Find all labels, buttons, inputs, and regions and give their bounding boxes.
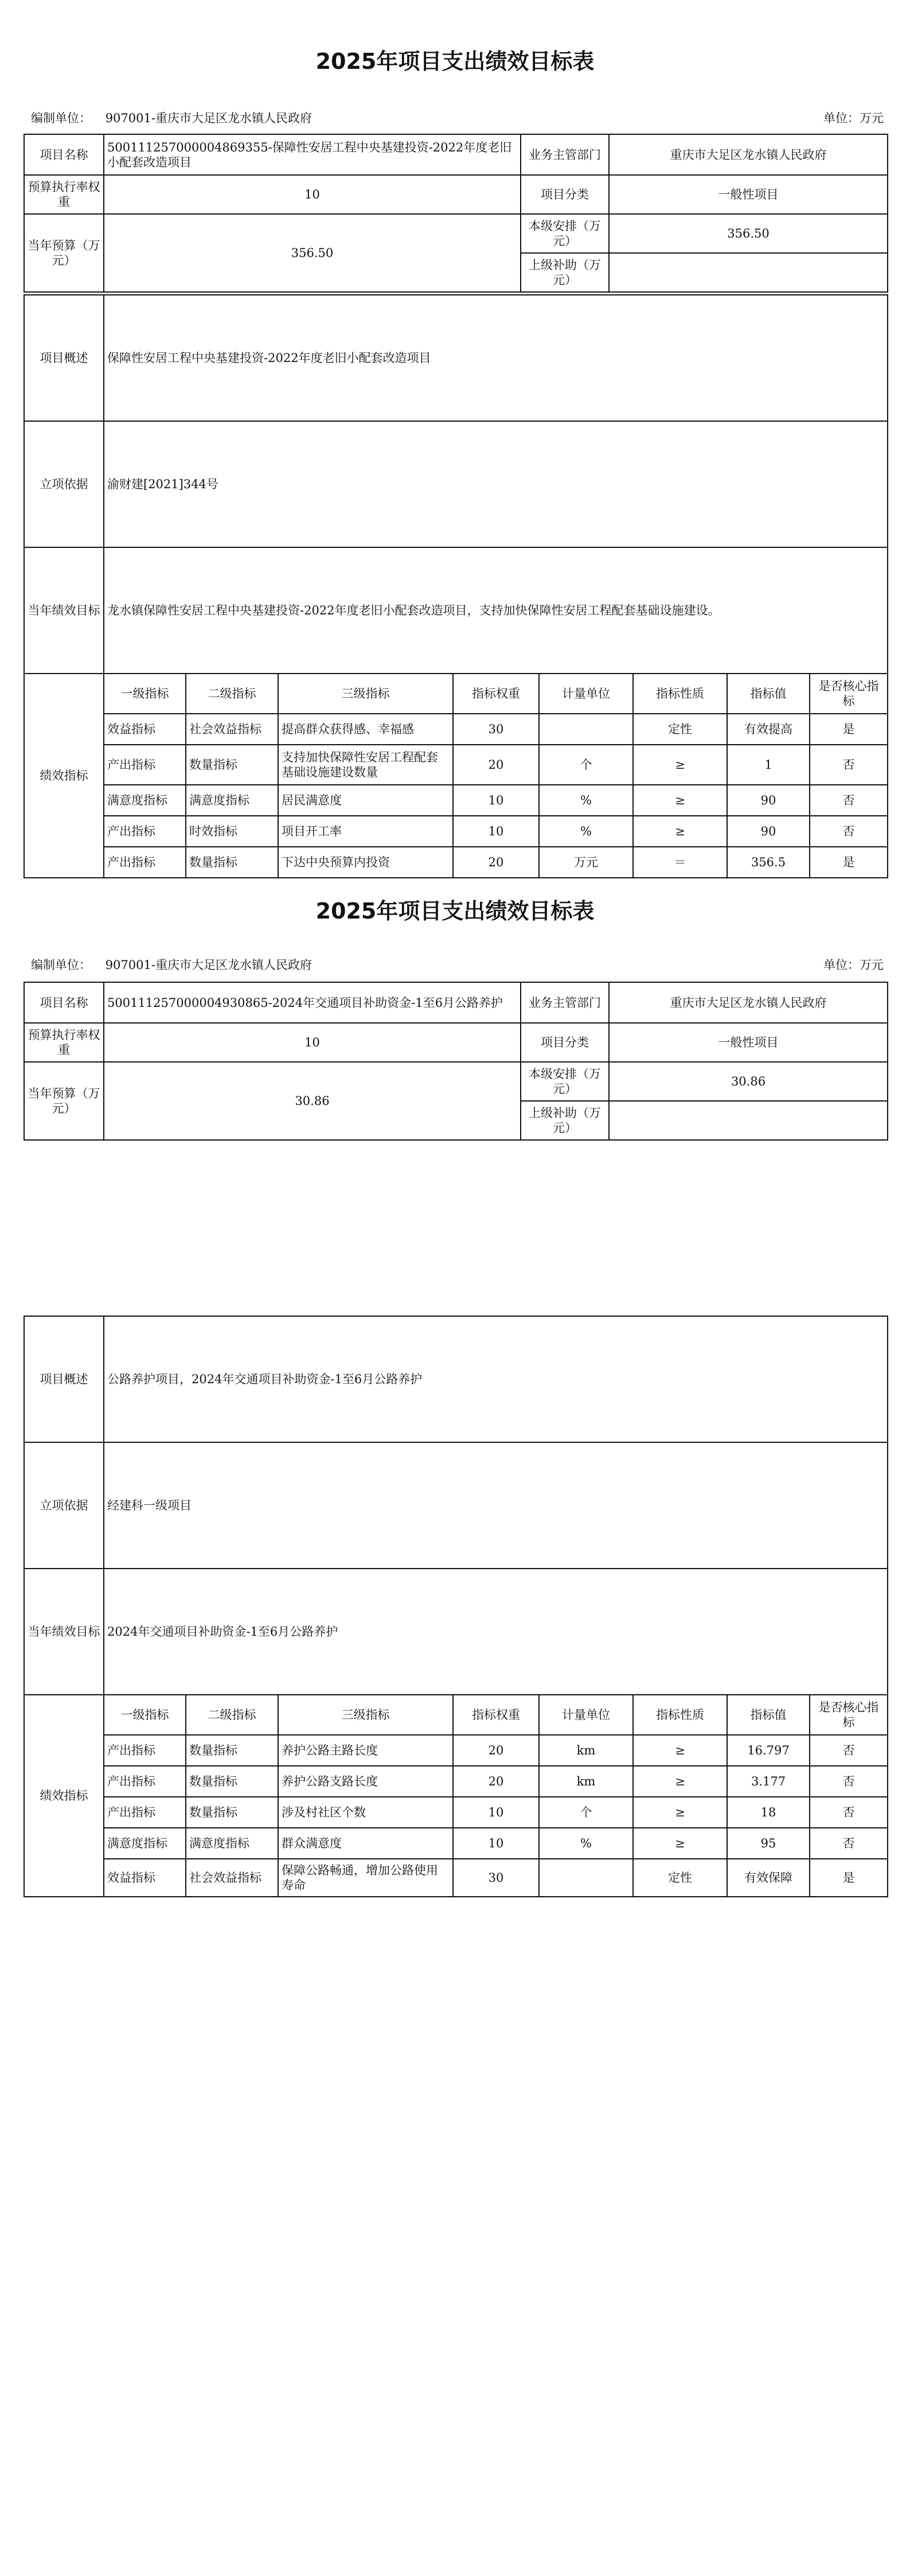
label-dept: 业务主管部门	[521, 134, 609, 175]
cell: 否	[810, 1735, 888, 1766]
label-basis: 立项依据	[24, 1442, 104, 1569]
indicator-table	[24, 673, 888, 878]
col-header: 指标性质	[633, 1695, 727, 1735]
cell: km	[539, 1735, 633, 1766]
cell: 否	[810, 1828, 888, 1859]
meta-row	[31, 956, 884, 973]
unit-value: 907001-重庆市大足区龙水镇人民政府	[105, 111, 312, 125]
basis: 渝财建[2021]344号	[104, 421, 888, 547]
cell: 项目开工率	[278, 816, 453, 847]
table-row	[24, 1797, 888, 1828]
col-header: 三级指标	[278, 1695, 453, 1735]
cell: 1	[727, 745, 810, 785]
cell: 社会效益指标	[186, 714, 278, 745]
cell: 是	[810, 1859, 888, 1897]
col-header: 指标值	[727, 1695, 810, 1735]
cell: ≥	[633, 745, 727, 785]
cell: 否	[810, 1797, 888, 1828]
own: 30.86	[609, 1062, 888, 1101]
cell: 30	[453, 714, 539, 745]
cell: 定性	[633, 714, 727, 745]
col-header: 一级指标	[104, 674, 186, 714]
unit-label: 编制单位：	[31, 111, 91, 125]
cell: 产出指标	[104, 1735, 186, 1766]
cell: 满意度指标	[104, 785, 186, 816]
form-title: 2025年项目支出绩效目标表	[315, 898, 595, 924]
table-row	[24, 1735, 888, 1766]
currency-unit: 单位：万元	[823, 958, 884, 972]
cell: 否	[810, 745, 888, 785]
label-goal: 当年绩效目标	[24, 1569, 104, 1695]
cell: 10	[453, 1828, 539, 1859]
col-header: 是否核心指标	[810, 674, 888, 714]
cell: 养护公路支路长度	[278, 1766, 453, 1797]
basis: 经建科一级项目	[104, 1442, 888, 1569]
goal: 2024年交通项目补助资金-1至6月公路养护	[104, 1569, 888, 1695]
label-project-name: 项目名称	[24, 134, 104, 175]
label-upper: 上级补助（万元）	[521, 253, 609, 292]
cell: 否	[810, 1766, 888, 1797]
cell: 有效提高	[727, 714, 810, 745]
cell: 30	[453, 1859, 539, 1897]
cell: 否	[810, 816, 888, 847]
upper	[609, 253, 888, 292]
cell: 下达中央预算内投资	[278, 847, 453, 878]
cell: 提高群众获得感、幸福感	[278, 714, 453, 745]
cell: 养护公路主路长度	[278, 1735, 453, 1766]
cell: 数量指标	[186, 847, 278, 878]
label-dept: 业务主管部门	[521, 982, 609, 1023]
table-row	[24, 1828, 888, 1859]
cell: 效益指标	[104, 1859, 186, 1897]
overview: 保障性安居工程中央基建投资-2022年度老旧小配套改造项目	[104, 295, 888, 421]
label-own: 本级安排（万元）	[521, 1062, 609, 1101]
table-row	[24, 847, 888, 878]
cell: 数量指标	[186, 1766, 278, 1797]
cell: 居民满意度	[278, 785, 453, 816]
indicator-table	[24, 1694, 888, 1897]
cell: 数量指标	[186, 1735, 278, 1766]
cell: 10	[453, 1797, 539, 1828]
weight: 10	[104, 1023, 521, 1062]
header-table	[24, 134, 888, 293]
label-own: 本级安排（万元）	[521, 214, 609, 253]
cell: 20	[453, 1735, 539, 1766]
col-header: 指标性质	[633, 674, 727, 714]
cell: 356.5	[727, 847, 810, 878]
cell: ≥	[633, 1766, 727, 1797]
table-row	[24, 714, 888, 745]
label-category: 项目分类	[521, 175, 609, 214]
budget: 30.86	[104, 1062, 521, 1140]
cell: ≥	[633, 1828, 727, 1859]
cell: 效益指标	[104, 714, 186, 745]
label-weight: 预算执行率权重	[24, 1023, 104, 1062]
col-header: 指标权重	[453, 1695, 539, 1735]
unit-label: 编制单位：	[31, 958, 91, 972]
cell: 产出指标	[104, 1766, 186, 1797]
col-header: 是否核心指标	[810, 1695, 888, 1735]
cell: 3.177	[727, 1766, 810, 1797]
cell: 个	[539, 745, 633, 785]
col-header: 一级指标	[104, 1695, 186, 1735]
cell: 保障公路畅通，增加公路使用寿命	[278, 1859, 453, 1897]
cell: 数量指标	[186, 745, 278, 785]
upper	[609, 1101, 888, 1140]
unit-value: 907001-重庆市大足区龙水镇人民政府	[105, 958, 312, 972]
label-overview: 项目概述	[24, 295, 104, 421]
table-row	[24, 745, 888, 785]
label-perf: 绩效指标	[24, 674, 104, 878]
label-basis: 立项依据	[24, 421, 104, 547]
cell: %	[539, 1828, 633, 1859]
cell: ＝	[633, 847, 727, 878]
label-goal: 当年绩效目标	[24, 547, 104, 674]
col-header: 指标权重	[453, 674, 539, 714]
description-table	[24, 1316, 888, 1695]
cell: 支持加快保障性安居工程配套基础设施建设数量	[278, 745, 453, 785]
currency-unit: 单位：万元	[823, 111, 884, 125]
col-header: 指标值	[727, 674, 810, 714]
table-row	[24, 816, 888, 847]
cell: 满意度指标	[186, 1828, 278, 1859]
col-header: 二级指标	[186, 674, 278, 714]
category: 一般性项目	[609, 175, 888, 214]
label-budget: 当年预算（万元）	[24, 214, 104, 292]
cell: 是	[810, 714, 888, 745]
cell: 群众满意度	[278, 1828, 453, 1859]
label-overview: 项目概述	[24, 1316, 104, 1442]
meta-row	[31, 109, 884, 126]
cell: 满意度指标	[186, 785, 278, 816]
cell: 90	[727, 785, 810, 816]
table-row	[24, 785, 888, 816]
cell: km	[539, 1766, 633, 1797]
cell: 产出指标	[104, 847, 186, 878]
cell: ≥	[633, 1797, 727, 1828]
cell: 10	[453, 816, 539, 847]
cell: 社会效益指标	[186, 1859, 278, 1897]
overview: 公路养护项目，2024年交通项目补助资金-1至6月公路养护	[104, 1316, 888, 1442]
cell: 20	[453, 847, 539, 878]
form-title: 2025年项目支出绩效目标表	[315, 49, 595, 74]
weight: 10	[104, 175, 521, 214]
project-name: 500111257000004930865-2024年交通项目补助资金-1至6月公路养护	[104, 982, 521, 1023]
label-upper: 上级补助（万元）	[521, 1101, 609, 1140]
label-project-name: 项目名称	[24, 982, 104, 1023]
cell: 95	[727, 1828, 810, 1859]
cell: 20	[453, 745, 539, 785]
cell: 产出指标	[104, 1797, 186, 1828]
cell: 有效保障	[727, 1859, 810, 1897]
own: 356.50	[609, 214, 888, 253]
cell	[539, 1859, 633, 1897]
cell: 定性	[633, 1859, 727, 1897]
cell: %	[539, 785, 633, 816]
col-header: 三级指标	[278, 674, 453, 714]
col-header: 计量单位	[539, 674, 633, 714]
dept: 重庆市大足区龙水镇人民政府	[609, 982, 888, 1023]
cell: %	[539, 816, 633, 847]
label-category: 项目分类	[521, 1023, 609, 1062]
col-header: 计量单位	[539, 1695, 633, 1735]
cell	[539, 714, 633, 745]
cell: 数量指标	[186, 1797, 278, 1828]
cell: ≥	[633, 816, 727, 847]
cell: 否	[810, 785, 888, 816]
cell: ≥	[633, 1735, 727, 1766]
cell: 16.797	[727, 1735, 810, 1766]
goal: 龙水镇保障性安居工程中央基建投资-2022年度老旧小配套改造项目，支持加快保障性安居工程配套基础设施建设。	[104, 547, 888, 674]
cell: 时效指标	[186, 816, 278, 847]
cell: 90	[727, 816, 810, 847]
cell: 20	[453, 1766, 539, 1797]
category: 一般性项目	[609, 1023, 888, 1062]
cell: 18	[727, 1797, 810, 1828]
cell: 满意度指标	[104, 1828, 186, 1859]
table-row	[24, 1859, 888, 1897]
cell: 是	[810, 847, 888, 878]
table-row	[24, 1766, 888, 1797]
label-perf: 绩效指标	[24, 1695, 104, 1897]
project-name: 500111257000004869355-保障性安居工程中央基建投资-2022年度老旧小配套改造项目	[104, 134, 521, 175]
cell: 个	[539, 1797, 633, 1828]
cell: 涉及村社区个数	[278, 1797, 453, 1828]
label-weight: 预算执行率权重	[24, 175, 104, 214]
dept: 重庆市大足区龙水镇人民政府	[609, 134, 888, 175]
cell: ≥	[633, 785, 727, 816]
cell: 10	[453, 785, 539, 816]
cell: 万元	[539, 847, 633, 878]
budget: 356.50	[104, 214, 521, 292]
description-table	[24, 294, 888, 674]
cell: 产出指标	[104, 745, 186, 785]
cell: 产出指标	[104, 816, 186, 847]
header-table	[24, 982, 888, 1141]
label-budget: 当年预算（万元）	[24, 1062, 104, 1140]
col-header: 二级指标	[186, 1695, 278, 1735]
